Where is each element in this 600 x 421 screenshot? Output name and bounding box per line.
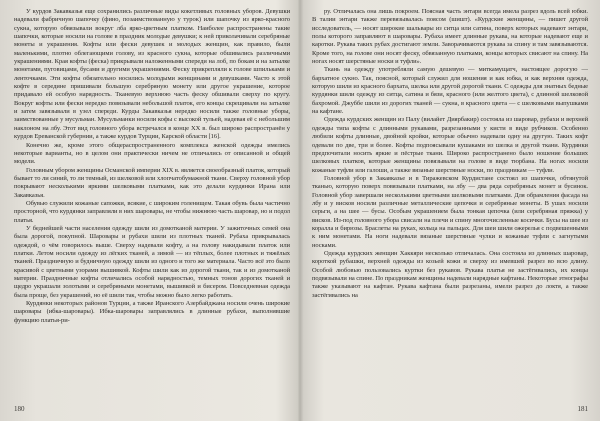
paragraph: Одежда курдских женщин из Палу (вилайет Диярбакир) состояла из шаровар, рубахи и верхней одежды типа кофты с длинными рукавами, разрезанными у кисти в виде рубчиков. Особенно любили кофты длинные, двойной кройки, которые обычно надевали одну на другую. Таких кофт одевали по две, три и более. Кофты подпоясывали кушаками из шелка и другой ткани. Курдянки предпочитали носить яркие и пёстрые ткани. Широко распространено было ношение больших шелковых платков, которые женщины повязывали на голове в виде тюрбана. На ногах носили кожаные туфли или галоши, а также вязаные шерстяные носки, по праздникам — туфли. xyxy=(312,116,588,174)
left-page xyxy=(14,8,290,413)
paragraph: У беднейшей части населения одежду шили из домотканой материи. У зажиточных семей она была дорогой, покупной. Шаровары и рубахи шили из плотных тканей. Рубаха прикрывалась одеждой, о чём говорилось выше. Сверху надевали кофту, а на голову накидывали платок или платки. Летом носили одежду из лёгких тканей, а зимой — из тёплых, более плотных и тяжёлых тканей. Праздничную и будничную одежду шили из одного и того же материала. Часто всё это было красивой с цветными узорами вышивкой. Кофты шили как из дорогой ткани, так и из домотканой материи. Праздничные кофты отличались особой нарядностью, темных тонов дорогих тканей и щедро украшали золотыми и серебряными монетами, вышивкой и бисером. Повседневная одежда была проще, без украшений, но её шили так, чтобы можно было легко работать. xyxy=(14,224,290,299)
paragraph: Ткань на одежду употребляли самую дешевую — миткамущатч, настоящее дорогую — бархатное сукно. Так, поясной, который служил для ношения и как юбка, и как верхняя одежда, которую шили из красного бархата, шелка или другой дорогой ткани. С одежды для знатных бедные курдянки шили одежду из ситца, сатина и бязи, красного (или желтого цвета), с длинной шелковой бахромой. Джуббе шили из дорогих тканей — сукна, в красного цвета — с шелковыми выпушками на кафтане. xyxy=(312,66,588,116)
paragraph: Обувью служили кожаные сапожки, всякие, с широким голенищем. Такая обувь была частично просторной, что курдянки заправляли в них шаровары, не чтобы нижнюю часть шаровар, но и подол платья. xyxy=(14,199,290,224)
paragraph: Головным убором женщины Османской империи XIX в. является своеобразный платок, который бывает то ли синий, то ли темный, из шелковой или хлопчатобумажной ткани. Сверху головной убор покрывают несколькими яркими шелковыми платками, как это делали курдянки Ирана или Закавказья. xyxy=(14,166,290,199)
page-number-right: 181 xyxy=(577,405,588,413)
paragraph: Головной убор в Закавказье и в Тиражевском Курдистане состоял из шапочки, обтянутой тканью, которую поверх повязывали платками, на лбу — два ряда серебряных монет и бусинок. Головной убор завершали несколькими цветными шелковыми платками. Для обрамления фасада на лбу и у висков носили различные металлические цепочки и серебряные монеты. В ушах носили серьги, а на шее — бусы. Особым украшением была тонкая цепочка (или серебряная пряжка) у висков. Из-под головного убора свисали на плечи и спину многочисленные косички. Бусы на шее из коралла и бирюзы. Браслеты на руках, кольца на пальцах. Для шеи шили ожерелья с подвешенными к ним монетами. На ноги надевали вязаные шерстяные чулки и кожаные туфли с загнутыми носками. xyxy=(312,174,588,249)
left-page-text xyxy=(14,8,290,325)
paragraph: Одежда курдских женщин Хаккяри несколько отличалась. Она состояла из длинных шаровар, короткой рубашки, верхней одежды из козьей кожи и сверху из имевшей разрез во всю длину. Особой любовью пользовались куртки без рукавов. Рукава платья не застёгивались, их концы подвязывали на спине. По праздникам женщины надевали нарядные кафтаны. Некоторые этнографы также указывают на кафтан. Рукава кафтана были разрезаны, имели разрез до локтя, а также застёгивались на xyxy=(312,249,588,299)
paragraph: ру. Отличалась она лишь покроем. Поясная часть энтари всегда имела разрез вдоль всей юбки. В талии энтари также перевязывалась поясом (шишт). «Курдские женщины, — пишет другой исследователь, — носят широкие шальвары из ситца или сатина, поверх которых надевают энтари, полы которого заправляют в шаровары. Рубаха имеет длинные рукава, на которые надевают еще и каротки. Рукава таких рубах достигают земли. Заворачиваются рукава за спину и там завязываются. Кроме того, на голове они носят феску, обвязанную платками, концы которых свисают на спину. На ногах носят шерстяные носки и туфли». xyxy=(312,8,588,66)
right-page xyxy=(312,8,588,413)
right-page-text xyxy=(312,8,588,300)
paragraph: Курдянки некоторых районов Турции, а также Иранского Азербайджана носили очень широкие шаровары (ибка-шаровары). Ибка-шаровары заправлялись в длинные рубахи, выполнявшие функцию платья-ри- xyxy=(14,300,290,324)
page-number-left: 180 xyxy=(14,405,25,413)
paragraph: Конечно же, кроме этого общераспространенного комплекса женской одежды имелись некоторые варианты, но в целом они практически ничем не отличались от описанной и общей модели. xyxy=(14,141,290,166)
paragraph: У курдов Закавказья еще сохранились различные виды кокетливых головных уборов. Девушки надевали фабричную шапочку (фино, позаимствованную у турок) или шапочку из ярко-красного сукна, которую обвязывали вокруг лба ярко-цветным платком. Наиболее распространены такие шапочки, которые носили на голове в праздник молодые девушки; к ней приколачивали серебряные монеты и украшения. Кофты или фески девушек и молодых женщин, как правило, были маленькими, плотно облегающими голову, из красного сукна, которые обшивались различными украшениями. Края кофты (феска) прикрывали наложенными спереди на лоб, по бокам и на затылке монетами, пуговицами, бусами и другими украшениями. Феску прикрепляли к голове шпильками и ленточками. Эти кофты обязательно носились молодыми женщинами и девушками. Часто к этой кофте в середине пришивали большую серебряную монету или другое украшение, которое придавало ей особую нарядность. Тканевую верхнюю часть феску обшивали сверху по кругу. Вокруг кофты или фески нередко повязывали небольшой платок, его концы скрещивали на затылке и затем завязывали в узел спереди. Курды Закавказья нередко носили также головные уборы, заимствованные у мусульман. Мусульманки носили кофы с высокой тульей, надевая её с небольшим наклоном на лбу. Этот вид головного убора встречался в конце XX в. был широко распространён у курдов Ереванской губернии, а также курдов Турции, Карской области [16]. xyxy=(14,8,290,141)
